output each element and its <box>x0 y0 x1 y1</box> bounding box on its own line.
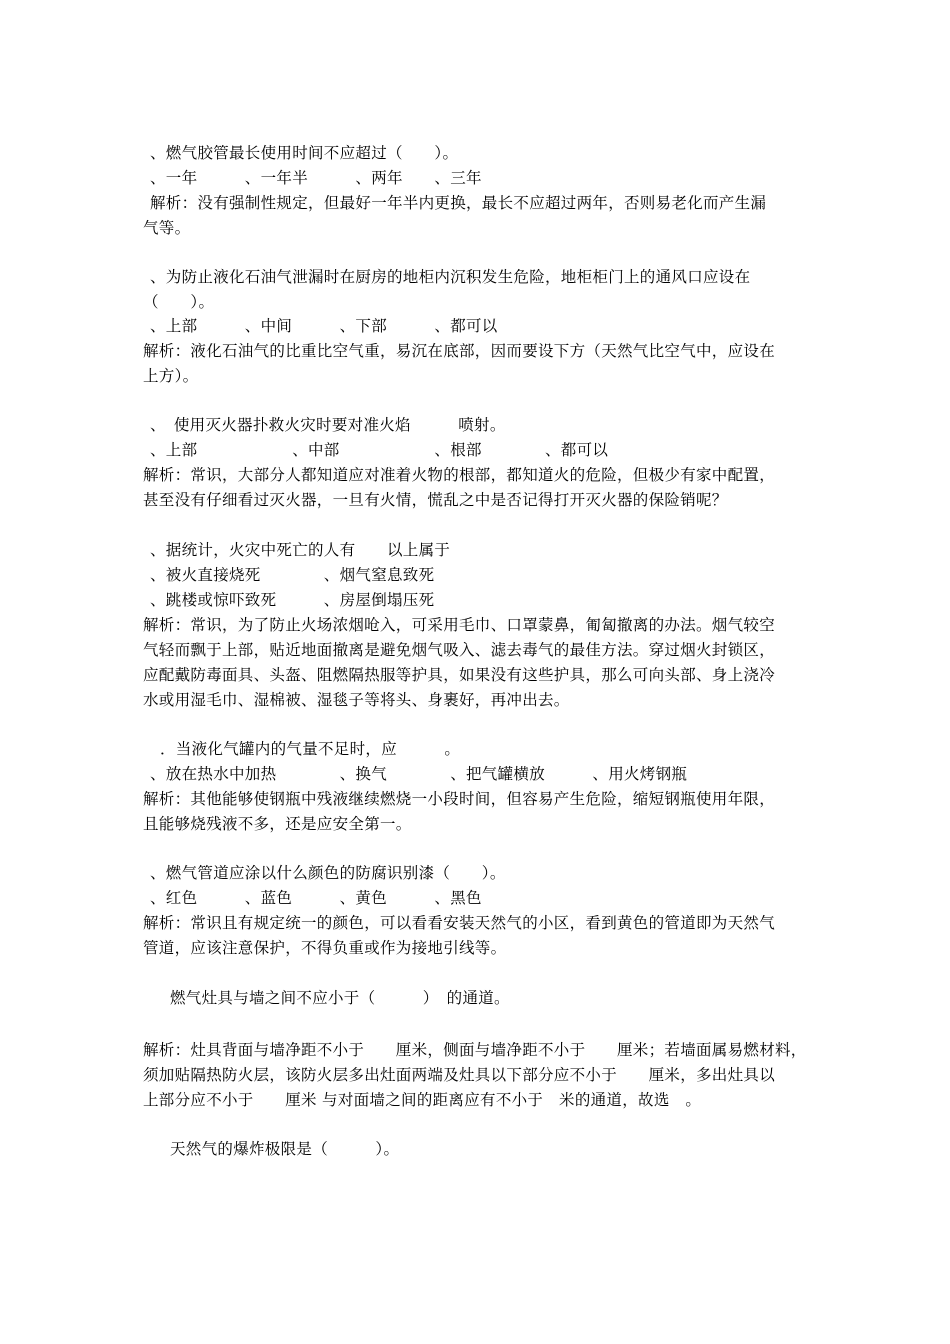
q2-options: 、上部 、中间 、下部 、都可以 <box>150 317 498 335</box>
q4-analysis-line-1: 解析：常识，为了防止火场浓烟呛入，可采用毛巾、口罩蒙鼻，匍匐撤离的办法。烟气较空 <box>143 616 776 634</box>
q4-options-line-1: 、被火直接烧死 、烟气窒息致死 <box>150 566 435 584</box>
q4-question: 、据统计，火灾中死亡的人有 以上属于 <box>150 541 451 559</box>
q6-analysis-line-1: 解析：常识且有规定统一的颜色，可以看看安装天然气的小区，看到黄色的管道即为天然气 <box>143 914 776 932</box>
q3-options: 、上部 、中部 、根部 、都可以 <box>150 441 609 459</box>
q5-question: ．当液化气罐内的气量不足时，应 。 <box>160 740 461 758</box>
q3-question: 、 使用灭火器扑救火灾时要对准火焰 喷射。 <box>150 416 506 434</box>
q1-analysis-line-2: 气等。 <box>143 219 191 237</box>
q4-options-line-2: 、跳楼或惊吓致死 、房屋倒塌压死 <box>150 591 435 609</box>
q7-analysis-line-3: 上部分应不小于 厘米 与对面墙之间的距离应有不小于 米的通道，故选 。 <box>143 1091 702 1109</box>
q2-question-line-1: 、为防止液化石油气泄漏时在厨房的地柜内沉积发生危险，地柜柜门上的通风口应设在 <box>150 268 751 286</box>
q2-analysis-line-2: 上方）。 <box>143 367 199 385</box>
q3-analysis-line-2: 甚至没有仔细看过灭火器，一旦有火情，慌乱之中是否记得打开灭火器的保险销呢？ <box>143 491 728 509</box>
q7-analysis-line-1: 解析：灶具背面与墙净距不小于 厘米，侧面与墙净距不小于 厘米；若墙面属易燃材料， <box>143 1041 807 1059</box>
q7-analysis-line-2: 须加贴隔热防火层，该防火层多出灶面两端及灶具以下部分应不小于 厘米，多出灶具以 <box>143 1066 776 1084</box>
q6-analysis-line-2: 管道，应该注意保护，不得负重或作为接地引线等。 <box>143 939 507 957</box>
q5-analysis-line-1: 解析：其他能够使钢瓶中残液继续燃烧一小段时间，但容易产生危险，缩短钢瓶使用年限， <box>143 790 776 808</box>
q2-analysis-line-1: 解析：液化石油气的比重比空气重，易沉在底部，因而要设下方（天然气比空气中，应设在 <box>143 342 776 360</box>
q5-analysis-line-2: 且能够烧残液不多，还是应安全第一。 <box>143 815 412 833</box>
q6-options: 、红色 、蓝色 、黄色 、黑色 <box>150 889 482 907</box>
q1-analysis-line-1: 解析：没有强制性规定，但最好一年半内更换，最长不应超过两年，否则易老化而产生漏 <box>150 194 767 212</box>
q4-analysis-line-3: 应配戴防毒面具、头盔、阻燃隔热服等护具，如果没有这些护具，那么可向头部、身上浇冷 <box>143 666 776 684</box>
q6-question: 、燃气管道应涂以什么颜色的防腐识别漆（ ）。 <box>150 864 506 882</box>
q4-analysis-line-4: 水或用湿毛巾、湿棉被、湿毯子等将头、身裹好，再冲出去。 <box>143 691 570 709</box>
q2-question-line-2: （ ）。 <box>143 293 215 311</box>
q1-question: 、燃气胶管最长使用时间不应超过（ ）。 <box>150 144 459 162</box>
q8-question: 天然气的爆炸极限是（ ）。 <box>170 1140 400 1158</box>
q3-analysis-line-1: 解析：常识，大部分人都知道应对准着火物的根部，都知道火的危险，但极少有家中配置， <box>143 466 776 484</box>
q7-question: 燃气灶具与墙之间不应小于（ ） 的通道。 <box>170 989 510 1007</box>
q1-options: 、一年 、一年半 、两年 、三年 <box>150 169 482 187</box>
q4-analysis-line-2: 气轻而飘于上部，贴近地面撤离是避免烟气吸入、滤去毒气的最佳方法。穿过烟火封锁区， <box>143 641 776 659</box>
q5-options: 、放在热水中加热 、换气 、把气罐横放 、用火烤钢瓶 <box>150 765 688 783</box>
